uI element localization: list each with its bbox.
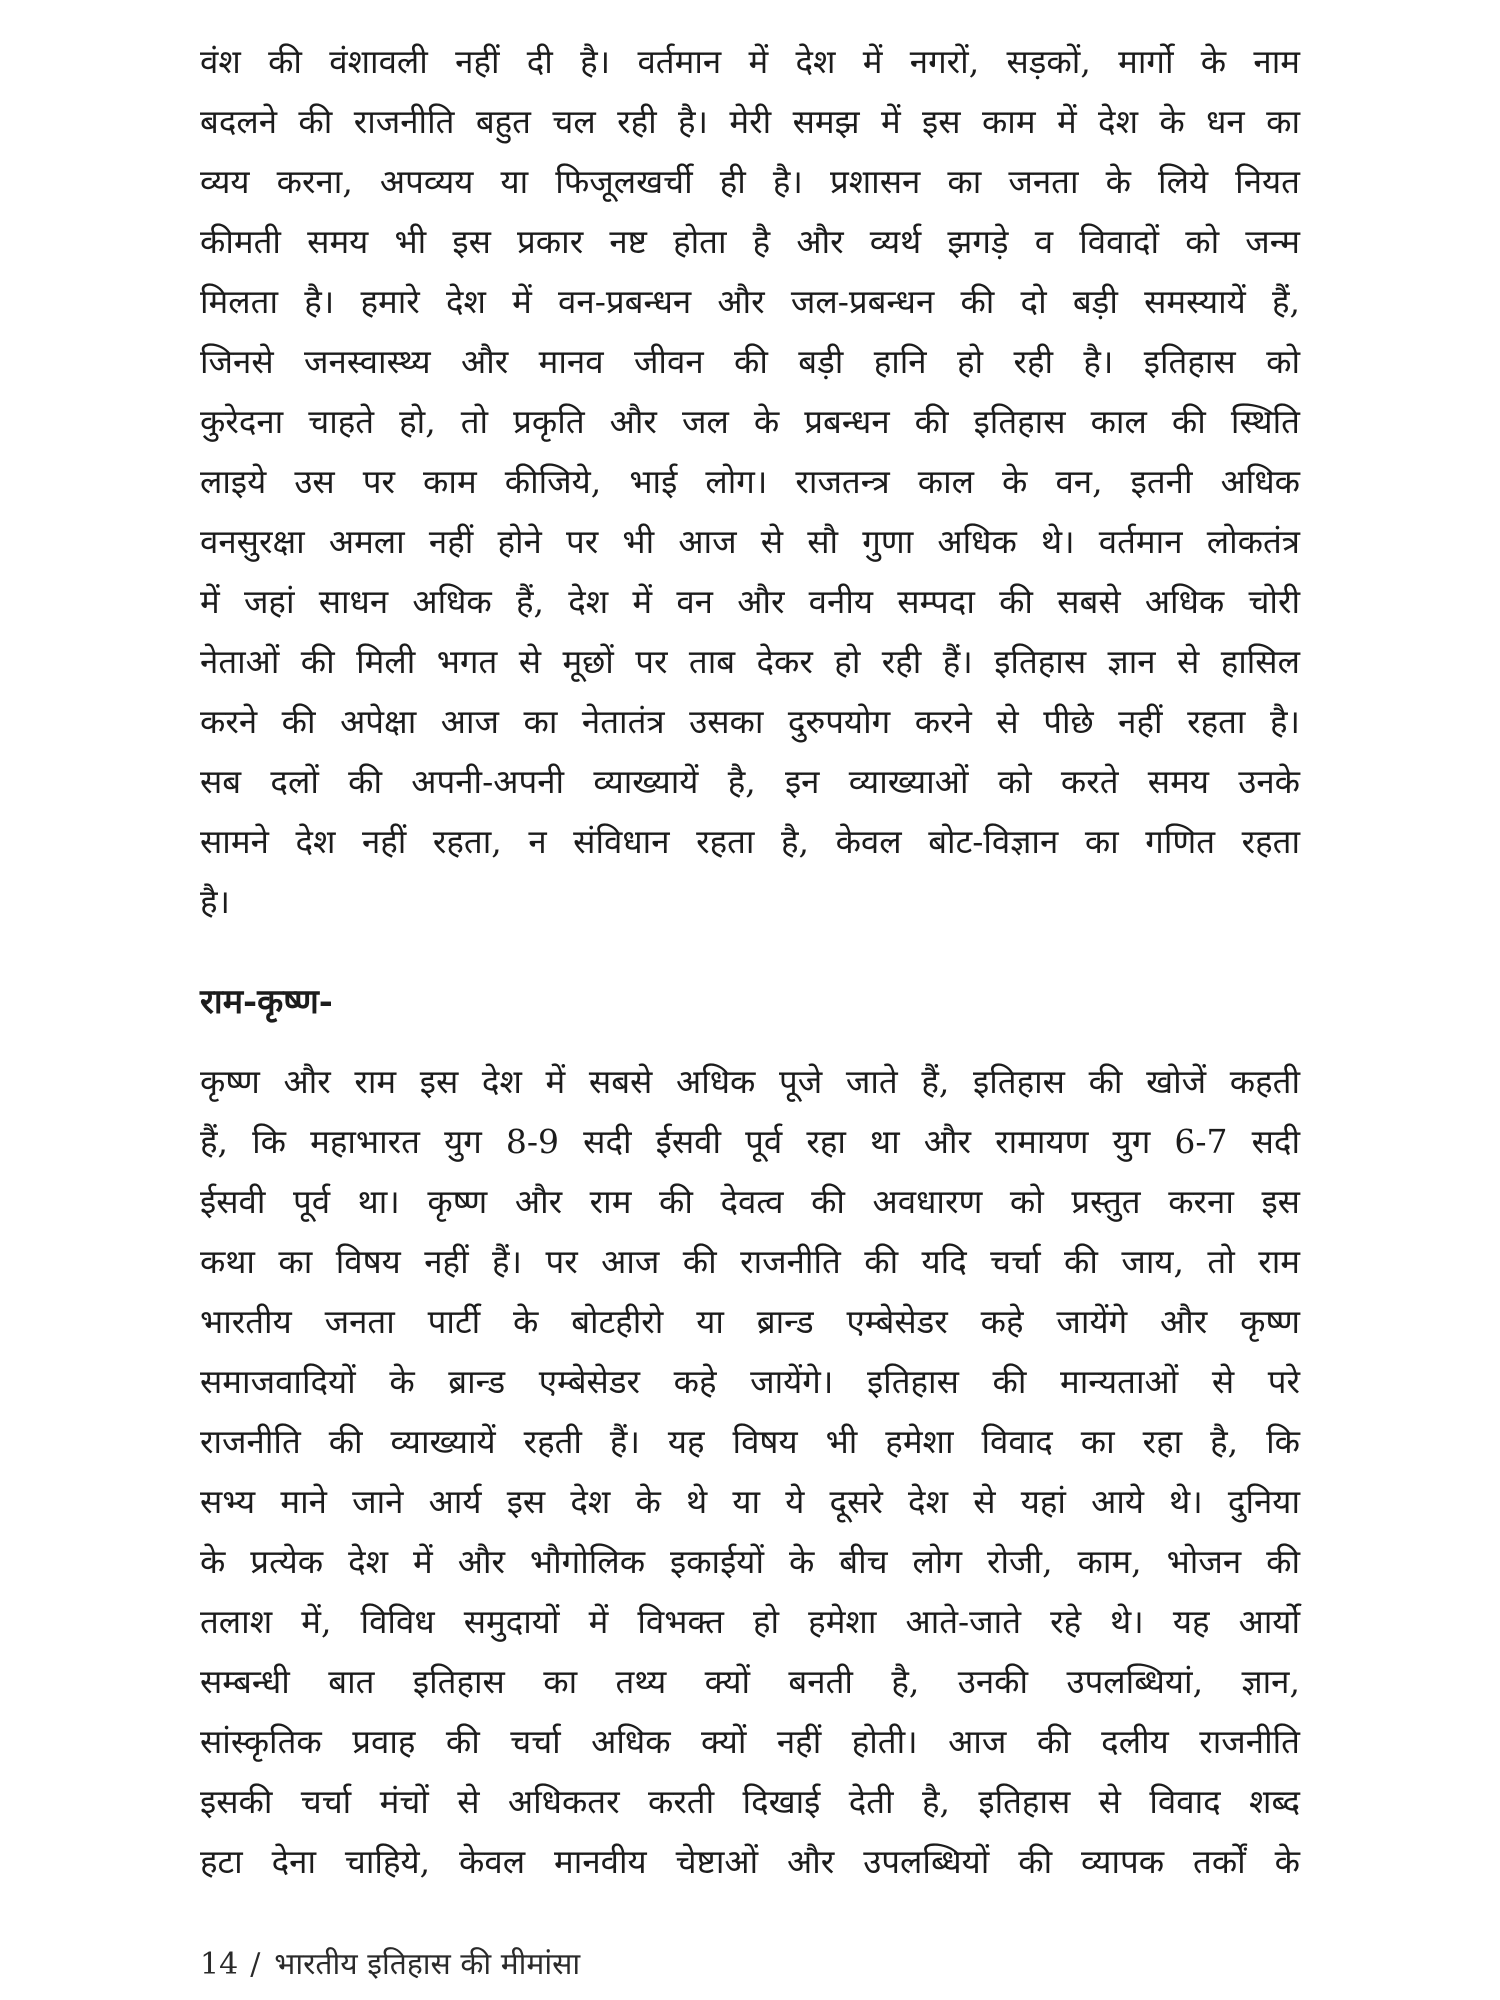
book-title: भारतीय इतिहास की मीमांसा xyxy=(274,1947,581,1982)
text-line: करने की अपेक्षा आज का नेतातंत्र उसका दुरुपयोग करने से पीछे नहीं रहता है। xyxy=(200,702,1300,741)
text-line: नेताओं की मिली भगत से मूछों पर ताब देकर हो रही हैं। इतिहास ज्ञान से हासिल xyxy=(200,642,1300,681)
text-line: वंश की वंशावली नहीं दी है। वर्तमान में देश में नगरों, सड़कों, मार्गो के नाम xyxy=(200,42,1300,81)
text-line: है। xyxy=(200,882,231,921)
text-line: कीमती समय भी इस प्रकार नष्ट होता है और व्यर्थ झगड़े व विवादों को जन्म xyxy=(200,222,1300,261)
text-line: सामने देश नहीं रहता, न संविधान रहता है, केवल बोट-विज्ञान का गणित रहता xyxy=(200,822,1300,861)
text-line: कुरेदना चाहते हो, तो प्रकृति और जल के प्रबन्धन की इतिहास काल की स्थिति xyxy=(200,402,1300,441)
text-line: व्यय करना, अपव्यय या फिजूलखर्ची ही है। प्रशासन का जनता के लिये नियत xyxy=(200,162,1300,201)
text-line: सभ्य माने जाने आर्य इस देश के थे या ये दूसरे देश से यहां आये थे। दुनिया xyxy=(200,1482,1300,1521)
text-line: भारतीय जनता पार्टी के बोटहीरो या ब्रान्ड एम्बेसेडर कहे जायेंगे और कृष्ण xyxy=(200,1302,1300,1341)
text-line: सब दलों की अपनी-अपनी व्याख्यायें है, इन व्याख्याओं को करते समय उनके xyxy=(200,762,1300,801)
text-line: मिलता है। हमारे देश में वन-प्रबन्धन और जल-प्रबन्धन की दो बड़ी समस्यायें हैं, xyxy=(200,282,1300,321)
text-line: हटा देना चाहिये, केवल मानवीय चेष्टाओं और उपलब्धियों की व्यापक तर्कों के xyxy=(200,1842,1300,1881)
text-line: सम्बन्धी बात इतिहास का तथ्य क्यों बनती है, उनकी उपलब्धियां, ज्ञान, xyxy=(200,1662,1300,1701)
text-line: सांस्कृतिक प्रवाह की चर्चा अधिक क्यों नहीं होती। आज की दलीय राजनीति xyxy=(200,1722,1300,1761)
text-line: कृष्ण और राम इस देश में सबसे अधिक पूजे जाते हैं, इतिहास की खोजें कहती xyxy=(200,1062,1300,1101)
page-number: 14 xyxy=(200,1947,239,1982)
page-footer xyxy=(200,1947,581,1982)
text-line: लाइये उस पर काम कीजिये, भाई लोग। राजतन्त्र काल के वन, इतनी अधिक xyxy=(200,462,1300,501)
text-line: राजनीति की व्याख्यायें रहती हैं। यह विषय भी हमेशा विवाद का रहा है, कि xyxy=(200,1422,1300,1461)
section-heading: राम-कृष्ण- xyxy=(200,982,333,1022)
text-line: जिनसे जनस्वास्थ्य और मानव जीवन की बड़ी हानि हो रही है। इतिहास को xyxy=(200,342,1300,381)
text-line: के प्रत्येक देश में और भौगोलिक इकाईयों के बीच लोग रोजी, काम, भोजन की xyxy=(200,1542,1300,1581)
footer-separator: / xyxy=(250,1947,261,1982)
text-line: समाजवादियों के ब्रान्ड एम्बेसेडर कहे जायेंगे। इतिहास की मान्यताओं से परे xyxy=(200,1362,1300,1401)
text-line: ईसवी पूर्व था। कृष्ण और राम की देवत्व की अवधारण को प्रस्तुत करना इस xyxy=(200,1182,1300,1221)
text-line: हैं, कि महाभारत युग 8-9 सदी ईसवी पूर्व रहा था और रामायण युग 6-7 सदी xyxy=(200,1122,1300,1161)
text-line: तलाश में, विविध समुदायों में विभक्त हो हमेशा आते-जाते रहे थे। यह आर्यो xyxy=(200,1602,1300,1641)
text-line: में जहां साधन अधिक हैं, देश में वन और वनीय सम्पदा की सबसे अधिक चोरी xyxy=(200,582,1300,621)
text-line: इसकी चर्चा मंचों से अधिकतर करती दिखाई देती है, इतिहास से विवाद शब्द xyxy=(200,1782,1300,1821)
text-line: बदलने की राजनीति बहुत चल रही है। मेरी समझ में इस काम में देश के धन का xyxy=(200,102,1300,141)
text-line: वनसुरक्षा अमला नहीं होने पर भी आज से सौ गुणा अधिक थे। वर्तमान लोकतंत्र xyxy=(200,522,1300,561)
text-line: कथा का विषय नहीं हैं। पर आज की राजनीति की यदि चर्चा की जाय, तो राम xyxy=(200,1242,1300,1281)
